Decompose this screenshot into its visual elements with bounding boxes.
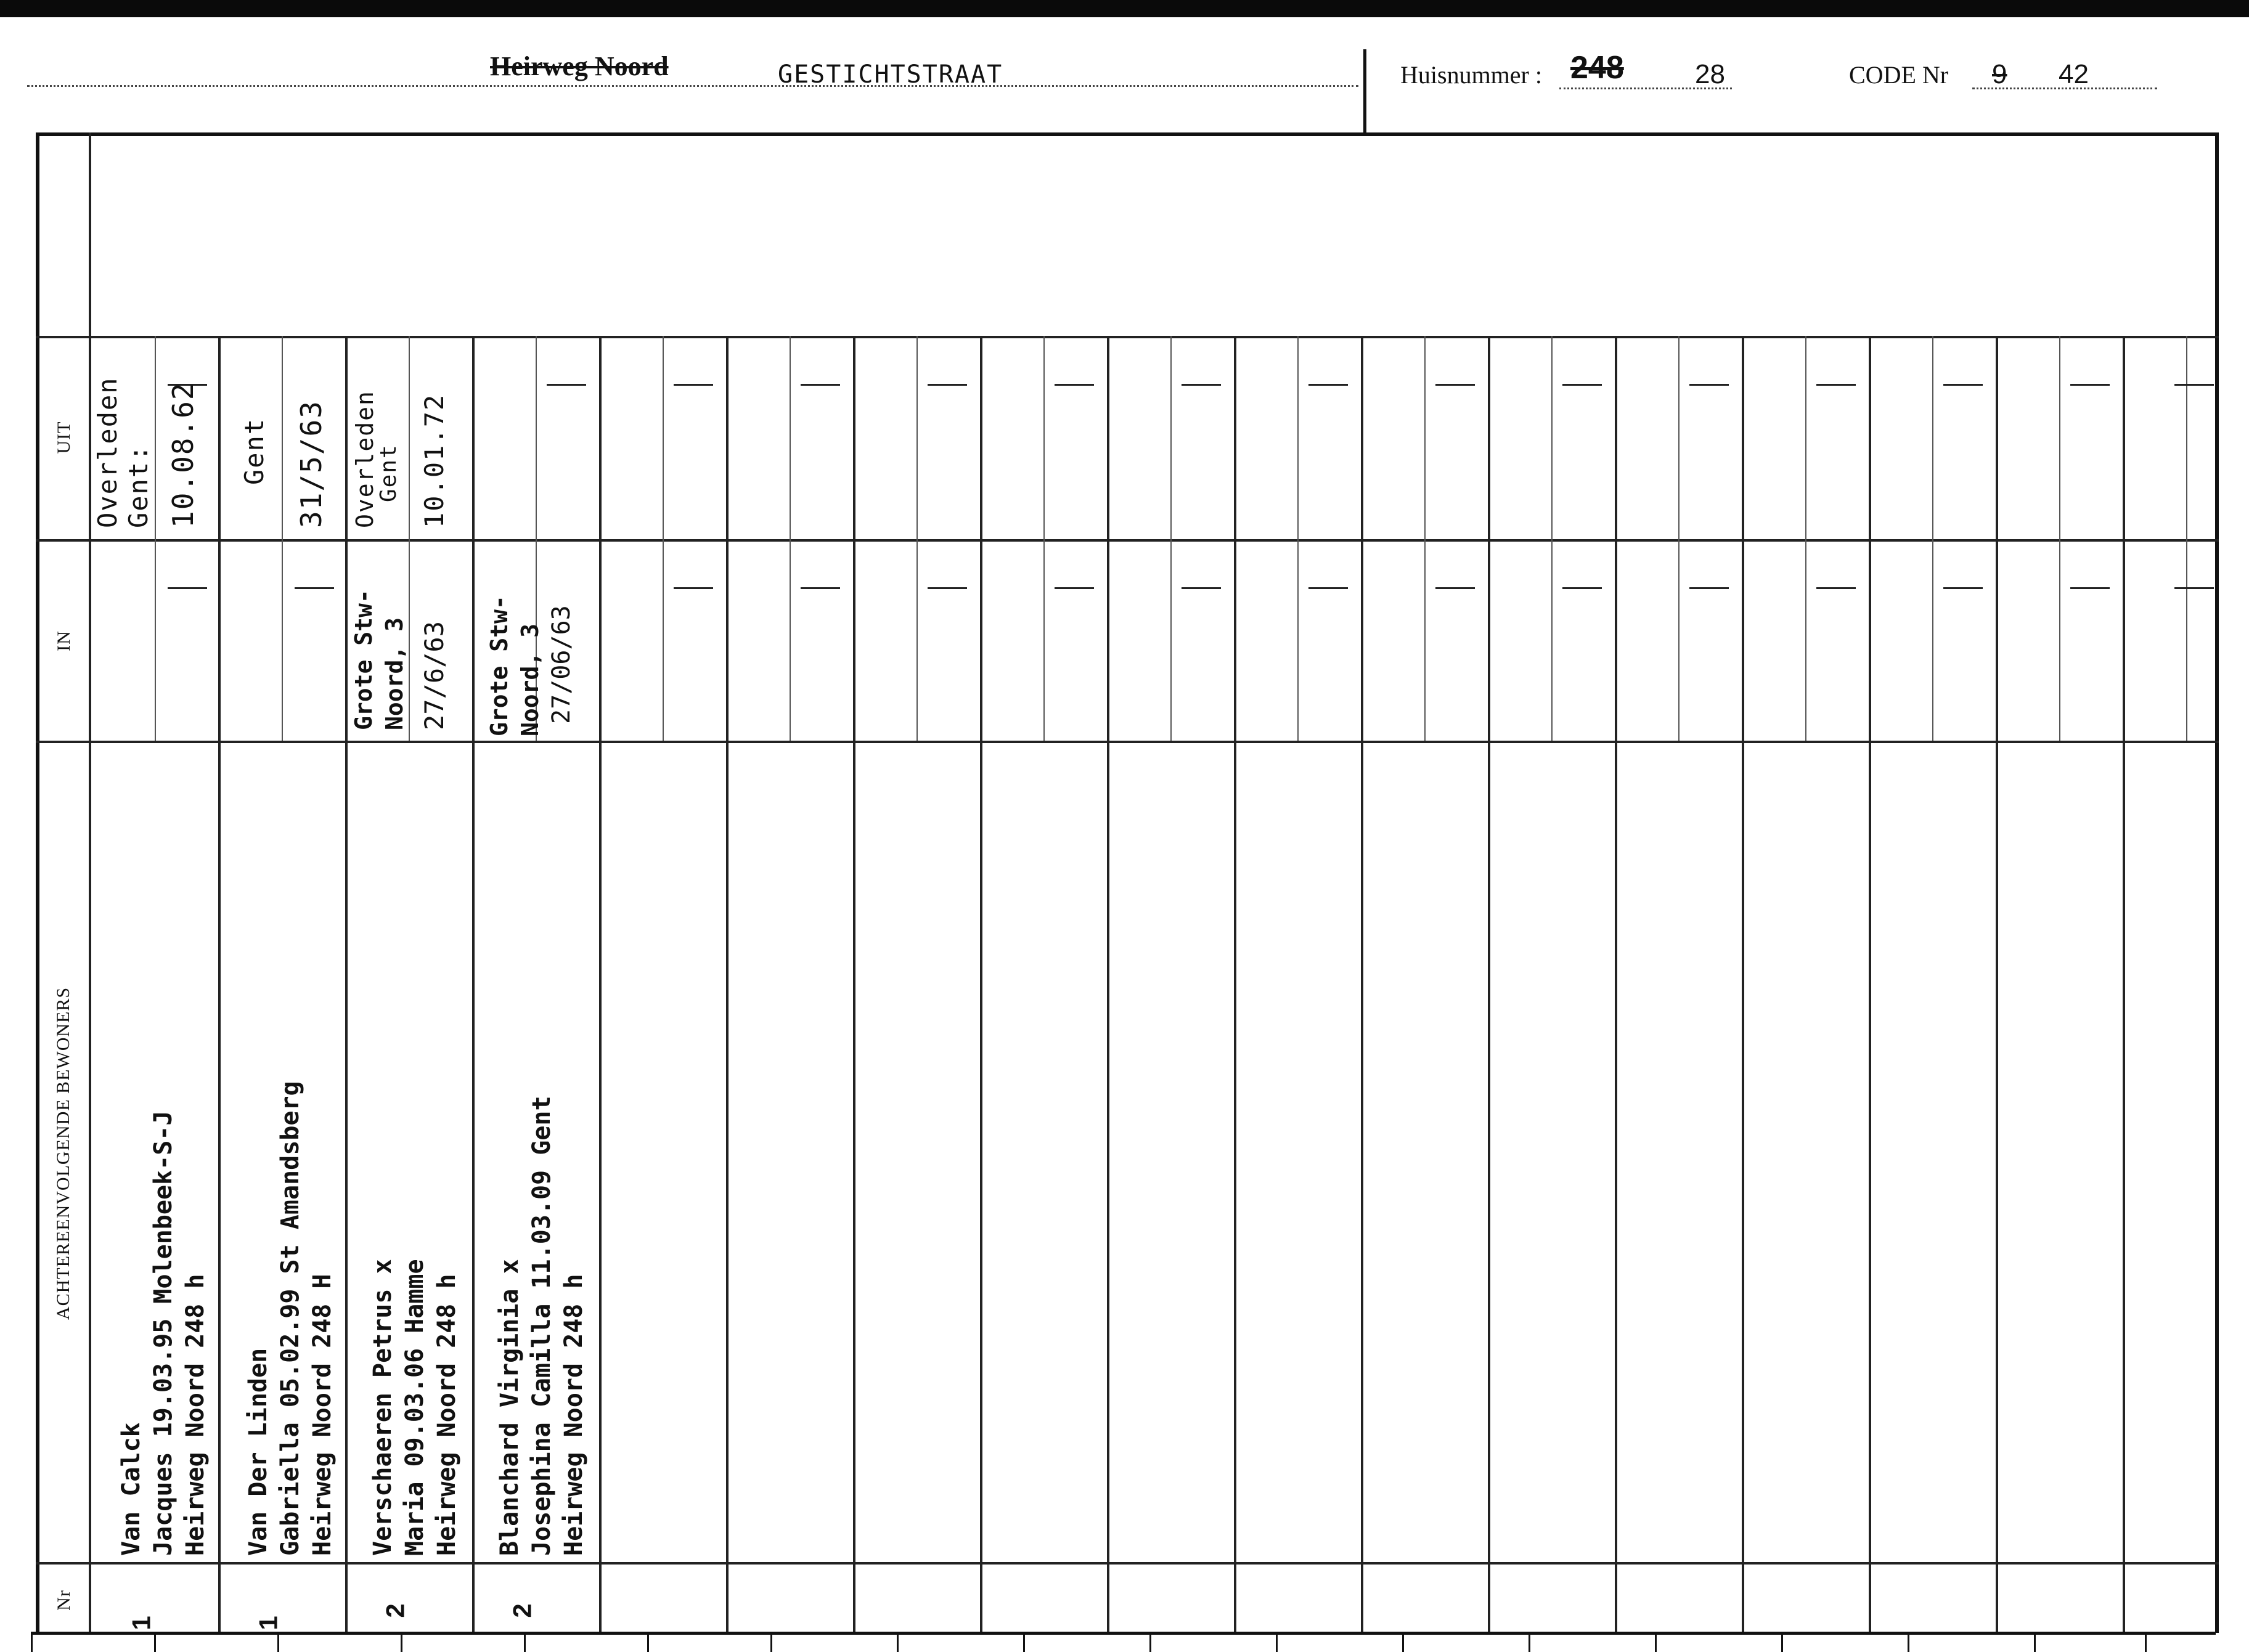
empty-mark: [295, 587, 334, 589]
col-divider: [726, 336, 729, 1633]
bottom-tick: [770, 1633, 772, 1652]
record-3-in-line-1: Grote Stw-: [350, 589, 377, 730]
col-divider: [1361, 336, 1363, 1633]
empty-mark: [1689, 587, 1729, 589]
sub-col-divider: [1043, 336, 1045, 741]
sub-col-divider: [1424, 336, 1426, 741]
record-2-nr: 1: [253, 1616, 283, 1630]
col-divider: [1996, 336, 1998, 1633]
grid-frame: [36, 132, 2219, 1633]
col-divider: [1488, 336, 1490, 1633]
record-2-resident-line-3: Heirweg Noord 248 H: [308, 1274, 337, 1556]
empty-mark: [2070, 587, 2110, 589]
sub-col-divider: [1678, 336, 1680, 741]
sub-col-divider: [409, 336, 410, 741]
house-number-new: 28: [1695, 59, 1725, 89]
record-4-nr: 2: [507, 1603, 537, 1618]
record-4-in-line-2: Noord, 3: [516, 623, 544, 736]
empty-mark: [1182, 384, 1221, 386]
bottom-tick: [647, 1633, 649, 1652]
record-1-resident-line-1: Van Calck: [117, 1422, 145, 1556]
sub-col-divider: [790, 336, 791, 741]
empty-mark: [1055, 384, 1094, 386]
record-2-uit-date: 31/5/63: [295, 400, 328, 528]
col-divider: [1615, 336, 1617, 1633]
record-1-uit-date: 10.08.62: [166, 381, 200, 528]
divider-nr-top: [36, 1562, 2219, 1565]
street-dotted-line: [27, 85, 1358, 87]
card-header: [0, 38, 2249, 131]
bottom-tick: [1908, 1633, 1909, 1652]
record-1-nr: 1: [126, 1616, 156, 1630]
sub-col-divider: [1170, 336, 1172, 741]
street-old-name: Heirweg Noord: [490, 51, 669, 81]
empty-mark: [2070, 384, 2110, 386]
bottom-tick: [31, 1633, 33, 1652]
record-4-in-line-1: Grote Stw-: [486, 595, 513, 736]
record-4-in-date: 27/06/63: [547, 605, 576, 724]
empty-mark: [2174, 587, 2214, 589]
code-label: CODE Nr: [1849, 61, 1949, 89]
col-divider: [2123, 336, 2125, 1633]
record-1-resident-line-2: Jacques 19.03.95 Molenbeek-S-J: [149, 1110, 178, 1556]
record-3-resident-line-2: Maria 09.03.06 Hamme: [401, 1259, 429, 1556]
section-label-bewoners: ACHTEREENVOLGENDE BEWONERS: [53, 987, 73, 1320]
bottom-tick: [1655, 1633, 1657, 1652]
scan-top-border: [0, 0, 2249, 17]
sub-col-divider: [1932, 336, 1933, 741]
record-2-uit-line-1: Gent: [239, 417, 269, 485]
empty-mark: [1816, 384, 1856, 386]
divider-bewoners-top: [36, 741, 2219, 743]
bottom-tick: [277, 1633, 279, 1652]
sub-col-divider: [916, 336, 918, 741]
record-3-resident-line-3: Heirweg Noord 248 h: [433, 1274, 461, 1556]
empty-mark: [1689, 384, 1729, 386]
label-column-divider: [89, 132, 91, 1633]
col-divider: [345, 336, 348, 1633]
house-number-label: Huisnummer :: [1400, 61, 1542, 89]
col-divider: [980, 336, 982, 1633]
record-1-uit-line-2: Gent:: [123, 444, 153, 528]
bottom-tick: [2034, 1633, 2036, 1652]
bottom-tick: [154, 1633, 156, 1652]
bottom-tick: [524, 1633, 526, 1652]
empty-mark: [1943, 587, 1983, 589]
record-3-resident-line-1: Verschaeren Petrus x: [369, 1259, 397, 1556]
col-divider: [853, 336, 855, 1633]
record-3-nr: 2: [380, 1603, 410, 1618]
col-divider: [1234, 336, 1236, 1633]
empty-mark: [1943, 384, 1983, 386]
col-divider: [1107, 336, 1109, 1633]
sub-col-divider: [1297, 336, 1299, 741]
col-divider: [218, 336, 221, 1633]
divider-uit-top: [36, 336, 2219, 338]
sub-col-divider: [1805, 336, 1806, 741]
sub-col-divider: [663, 336, 664, 741]
empty-mark: [1182, 587, 1221, 589]
sub-col-divider: [282, 336, 283, 741]
col-divider: [1742, 336, 1744, 1633]
record-2-resident-line-1: Van Der Linden: [244, 1348, 272, 1556]
bottom-tick: [1149, 1633, 1151, 1652]
section-label-nr: Nr: [54, 1590, 74, 1611]
code-number-old: 9: [1992, 59, 2007, 89]
empty-mark: [1562, 587, 1602, 589]
header-divider: [1363, 49, 1366, 132]
house-number-old: 248: [1570, 50, 1624, 86]
empty-mark: [547, 384, 586, 386]
empty-mark: [1308, 587, 1348, 589]
empty-mark: [674, 587, 713, 589]
empty-mark: [928, 587, 967, 589]
empty-mark: [1435, 384, 1475, 386]
record-1-uit-line-1: Overleden: [92, 376, 123, 528]
record-4-resident-line-3: Heirweg Noord 248 h: [560, 1274, 588, 1556]
empty-mark: [801, 587, 840, 589]
col-divider: [472, 336, 475, 1633]
empty-mark: [1435, 587, 1475, 589]
sub-col-divider: [2186, 336, 2187, 741]
bottom-tick: [897, 1633, 899, 1652]
empty-mark: [1308, 384, 1348, 386]
bottom-tick: [1023, 1633, 1025, 1652]
bottom-tick: [2145, 1633, 2147, 1652]
empty-mark: [1562, 384, 1602, 386]
record-4-resident-line-1: Blanchard Virginia x: [496, 1259, 524, 1556]
street-new-name: GESTICHTSTRAAT: [778, 60, 1003, 89]
record-3-in-date: 27/6/63: [419, 621, 449, 730]
col-divider: [1869, 336, 1871, 1633]
record-4-resident-line-2: Josephina Camilla 11.03.09 Gent: [528, 1096, 556, 1556]
empty-mark: [1816, 587, 1856, 589]
sub-col-divider: [1551, 336, 1553, 741]
code-number-new: 42: [2059, 59, 2089, 89]
section-label-in: IN: [54, 630, 74, 651]
bottom-tick: [1529, 1633, 1530, 1652]
empty-mark: [2174, 384, 2214, 386]
record-3-in-line-2: Noord, 3: [381, 617, 408, 730]
record-1-resident-line-3: Heirweg Noord 248 h: [181, 1274, 210, 1556]
section-label-uit: UIT: [54, 421, 74, 454]
bottom-rule: [31, 1632, 2216, 1635]
sub-col-divider: [2059, 336, 2060, 741]
empty-mark: [168, 587, 207, 589]
bottom-tick: [1781, 1633, 1783, 1652]
empty-mark: [801, 384, 840, 386]
empty-mark: [674, 384, 713, 386]
bottom-tick: [1276, 1633, 1278, 1652]
empty-mark: [1055, 587, 1094, 589]
divider-in-top: [36, 539, 2219, 542]
col-divider: [599, 336, 602, 1633]
sub-col-divider: [155, 336, 156, 741]
bottom-tick: [401, 1633, 402, 1652]
bottom-tick: [1402, 1633, 1404, 1652]
empty-mark: [928, 384, 967, 386]
record-3-uit-line-2: Gent: [376, 444, 401, 502]
record-2-resident-line-2: Gabriella 05.02.99 St Amandsberg: [276, 1081, 304, 1556]
record-3-uit-line-1: Overleden: [351, 390, 378, 528]
record-3-uit-date: 10.01.72: [419, 393, 449, 528]
register-grid: [36, 132, 2219, 1633]
